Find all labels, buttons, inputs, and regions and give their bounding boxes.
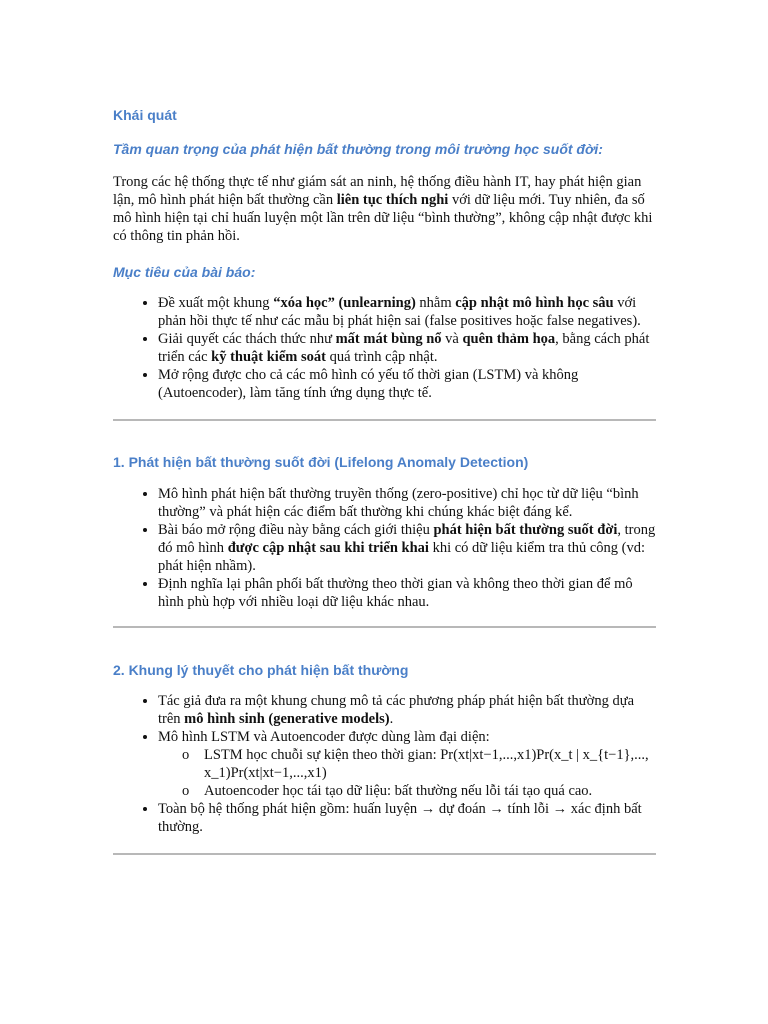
list-item: • Định nghĩa lại phân phối bất thường theo thời gian và không theo thời gian để mô hình phù hợp với nhiều loại dữ liệu khác nhau. [158, 575, 656, 611]
document-page [113, 100, 656, 855]
sub-list-item: o Autoencoder học tái tạo dữ liệu: bất thường nếu lỗi tái tạo quá cao. [182, 782, 656, 800]
section-divider [113, 419, 656, 421]
section-divider [113, 626, 656, 628]
section1-list [113, 485, 656, 611]
goals-heading: Mục tiêu của bài báo: [113, 264, 256, 280]
section2-heading: 2. Khung lý thuyết cho phát hiện bất thường [113, 662, 409, 678]
list-item: • Mô hình phát hiện bất thường truyền thống (zero-positive) chỉ học từ dữ liệu “bình thường” và phát hiện các điểm bất thường khi chúng khác biệt đáng kể. [158, 485, 656, 521]
goals-list [113, 294, 656, 402]
overview-heading: Khái quát [113, 107, 177, 123]
section2-sublist [158, 746, 656, 800]
list-item: • Bài báo mở rộng điều này bằng cách giới thiệu phát hiện bất thường suốt đời, trong đó mô hình được cập nhật sau khi triển khai khi có dữ liệu kiểm tra thủ công (vd: phát hiện nhầm). [158, 521, 656, 575]
list-item: • Toàn bộ hệ thống phát hiện gồm: huấn luyện → dự đoán → tính lỗi → xác định bất thường. [158, 800, 656, 836]
list-item: • Mô hình LSTM và Autoencoder được dùng làm đại diện: o LSTM học chuỗi sự kiện theo thời gian: Pr(xt|xt−1,...,x1)Pr(x_t | x_{t−1},..., x_1)Pr(xt|xt−1,...,x1) o Autoencoder học tái tạo dữ liệu: bất thường nếu lỗi tái tạo quá cao. [158, 728, 656, 800]
list-item: • Đề xuất một khung “xóa học” (unlearning) nhằm cập nhật mô hình học sâu với phản hồi thực tế như các mẫu bị phát hiện sai (false positives hoặc false negatives). [158, 294, 656, 330]
sub-list-item: o LSTM học chuỗi sự kiện theo thời gian: Pr(xt|xt−1,...,x1)Pr(x_t | x_{t−1},..., x_1)Pr(xt|xt−1,...,x1) [182, 746, 656, 782]
section2-list [113, 692, 656, 836]
section-divider [113, 853, 656, 855]
list-item: • Mở rộng được cho cả các mô hình có yếu tố thời gian (LSTM) và không (Autoencoder), làm tăng tính ứng dụng thực tế. [158, 366, 656, 402]
section1-heading: 1. Phát hiện bất thường suốt đời (Lifelong Anomaly Detection) [113, 454, 529, 470]
list-item: • Tác giả đưa ra một khung chung mô tả các phương pháp phát hiện bất thường dựa trên mô hình sinh (generative models). [158, 692, 656, 728]
importance-heading: Tầm quan trọng của phát hiện bất thường trong môi trường học suốt đời: [113, 141, 603, 157]
intro-paragraph: Trong các hệ thống thực tế như giám sát an ninh, hệ thống điều hành IT, hay phát hiện gian lận, mô hình phát hiện bất thường cần liên tục thích nghi với dữ liệu mới. Tuy nhiên, đa số mô hình hiện tại chỉ huấn luyện một lần trên dữ liệu “bình thường”, không cập nhật được khi có thông tin phản hồi. [113, 174, 653, 244]
list-item: • Giải quyết các thách thức như mất mát bùng nổ và quên thảm họa, bằng cách phát triển các kỹ thuật kiểm soát quá trình cập nhật. [158, 330, 656, 366]
